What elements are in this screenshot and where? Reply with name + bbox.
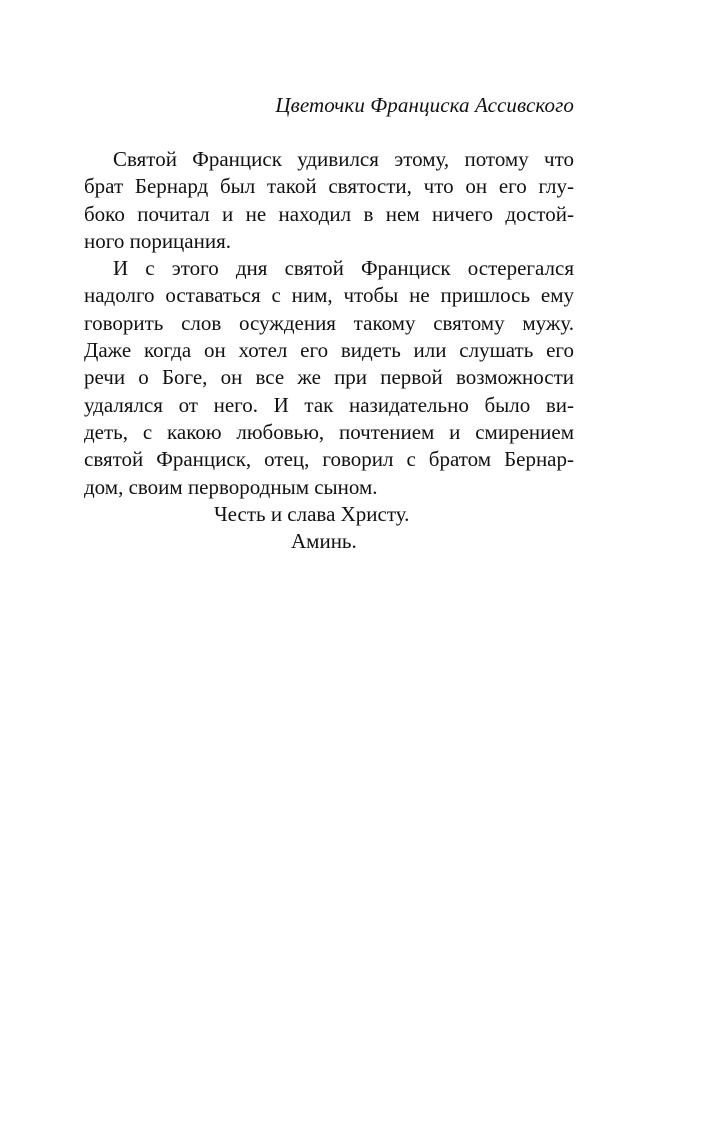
paragraph-1-line-4: ного порицания. (84, 228, 231, 253)
closing-line-1: Честь и слава Христу. (214, 501, 410, 526)
paragraph-1-line-1: Святой Франциск удивился этому, потому что (113, 147, 574, 171)
paragraph-2-line-6: удалялся от него. И так назидательно было ви- (84, 392, 574, 417)
paragraph-2-line-3: говорить слов осуждения такому святому мужу. (84, 310, 574, 335)
closing-line-2: Аминь. (291, 529, 357, 554)
paragraph-2-line-1: И с этого дня святой Франциск остерегался (113, 256, 574, 281)
paragraph-2-line-7: деть, с какою любовью, почтением и смирением (84, 419, 574, 444)
paragraph-2-line-4: Даже когда он хотел его видеть или слушать его (84, 338, 574, 363)
paragraph-1-line-3: боко почитал и не находил в нем ничего достой- (84, 201, 574, 226)
paragraph-2-line-8: святой Франциск, отец, говорил с братом Бернар- (84, 447, 574, 472)
paragraph-2-line-9: дом, своим первородным сыном. (84, 474, 378, 499)
running-head: Цветочки Франциска Ассивского (275, 93, 574, 117)
body-text (84, 146, 574, 555)
paragraph-2-line-5: речи о Боге, он все же при первой возможности (84, 365, 574, 390)
paragraph-2-line-2: надолго оставаться с ним, чтобы не пришлось ему (84, 283, 574, 308)
paragraph-1-line-2: брат Бернард был такой святости, что он его глу- (84, 174, 574, 199)
